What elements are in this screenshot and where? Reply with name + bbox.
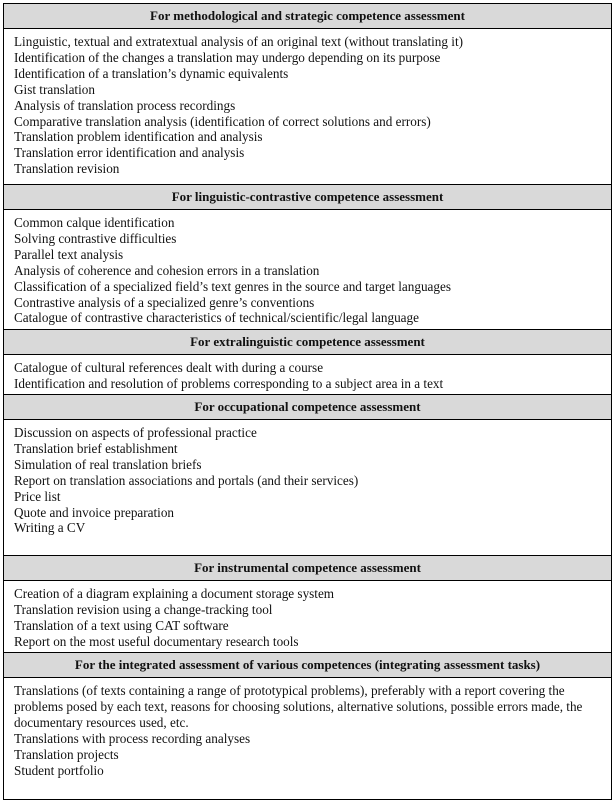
- section-body-linguistic-contrastive: [4, 210, 611, 330]
- list-item: Student portfolio: [14, 762, 104, 778]
- section-body-occupational: [4, 420, 611, 556]
- list-item: Discussion on aspects of professional practice: [14, 425, 257, 440]
- list-item: Report on the most useful documentary research tools: [14, 633, 299, 649]
- list-item: Analysis of coherence and cohesion errors in a translation: [14, 262, 320, 278]
- list-item: Parallel text analysis: [14, 246, 124, 262]
- list-item: Translations (of texts containing a range of prototypical problems), preferably with a report covering the problems posed by each text, reasons for choosing solutions, alternative solutions, possible errors made, the documentary resources used, etc.: [14, 683, 583, 730]
- list-item: Catalogue of cultural references dealt with during a course: [14, 360, 324, 375]
- list-item: Report on translation associations and portals (and their services): [14, 472, 359, 488]
- section-heading-methodological: For methodological and strategic competence assessment: [4, 4, 611, 29]
- list-item: Gist translation: [14, 81, 95, 97]
- list-item: Translation error identification and analysis: [14, 145, 245, 161]
- list-item: Contrastive analysis of a specialized genre’s conventions: [14, 294, 315, 310]
- section-heading-integrated: For the integrated assessment of various competences (integrating assessment tasks): [4, 653, 611, 678]
- list-item: Identification and resolution of problems corresponding to a subject area in a text: [14, 375, 444, 391]
- list-item: Translation revision: [14, 161, 120, 177]
- section-heading-extralinguistic: For extralinguistic competence assessment: [4, 330, 611, 355]
- list-item: Comparative translation analysis (identification of correct solutions and errors): [14, 113, 431, 129]
- list-item: Identification of the changes a translation may undergo depending on its purpose: [14, 49, 441, 65]
- section-body-integrated: [4, 678, 611, 800]
- list-item: Classification of a specialized field’s text genres in the source and target languages: [14, 278, 451, 294]
- list-item: Solving contrastive difficulties: [14, 230, 177, 246]
- list-item: Translation projects: [14, 746, 119, 762]
- list-item: Catalogue of contrastive characteristics of technical/scientific/legal language: [14, 310, 419, 326]
- assessment-tasks-table: [3, 3, 612, 800]
- section-body-methodological: [4, 29, 611, 185]
- list-item: Price list: [14, 488, 61, 504]
- section-body-extralinguistic: [4, 355, 611, 395]
- list-item: Creation of a diagram explaining a document storage system: [14, 586, 335, 601]
- list-item: Translation of a text using CAT software: [14, 617, 229, 633]
- list-item: Translation revision using a change-tracking tool: [14, 601, 273, 617]
- list-item: Simulation of real translation briefs: [14, 456, 202, 472]
- list-item: Writing a CV: [14, 520, 86, 536]
- section-body-instrumental: [4, 581, 611, 653]
- list-item: Translations with process recording analyses: [14, 730, 251, 746]
- list-item: Translation brief establishment: [14, 440, 178, 456]
- list-item: Analysis of translation process recordings: [14, 97, 236, 113]
- list-item: Linguistic, textual and extratextual analysis of an original text (without translating it): [14, 34, 463, 49]
- section-heading-instrumental: For instrumental competence assessment: [4, 556, 611, 581]
- list-item: Translation problem identification and analysis: [14, 129, 263, 145]
- section-heading-occupational: For occupational competence assessment: [4, 395, 611, 420]
- list-item: Quote and invoice preparation: [14, 504, 175, 520]
- list-item: Common calque identification: [14, 215, 175, 230]
- section-heading-linguistic-contrastive: For linguistic-contrastive competence assessment: [4, 185, 611, 210]
- list-item: Identification of a translation’s dynamic equivalents: [14, 65, 289, 81]
